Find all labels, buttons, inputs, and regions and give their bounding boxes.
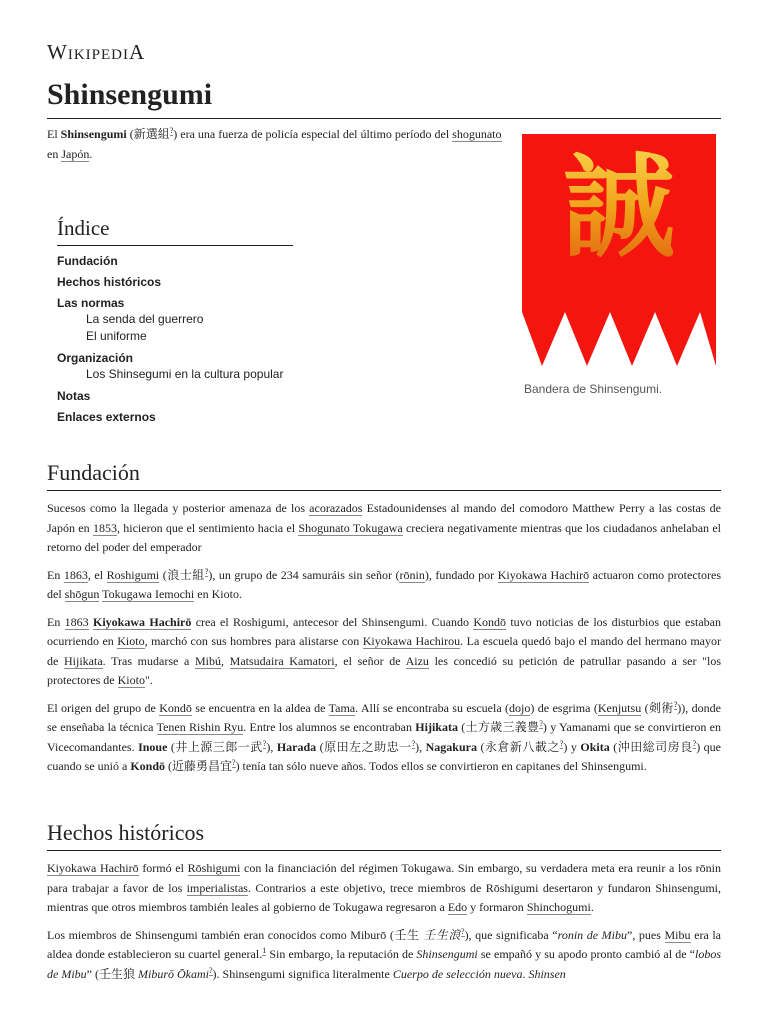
toc-item-normas[interactable]: Las normas	[57, 296, 125, 310]
intro-paragraph	[47, 124, 502, 164]
wordmark-initial: W	[47, 40, 68, 64]
intro-subject: Shinsengumi	[60, 127, 127, 141]
link[interactable]: dojo	[509, 700, 531, 715]
page-title: Shinsengumi	[47, 78, 213, 111]
help-link[interactable]: ?	[262, 738, 267, 748]
link[interactable]: Tama	[328, 700, 356, 715]
link[interactable]: Roshigumi	[106, 567, 160, 582]
section-fundacion	[47, 460, 721, 777]
title-divider	[47, 118, 721, 119]
help-link[interactable]: ?	[461, 926, 465, 936]
link[interactable]: Kiyokawa Hachirou	[362, 634, 461, 648]
table-of-contents	[57, 216, 293, 425]
toc-item-uniforme[interactable]: El uniforme	[86, 329, 147, 343]
toc-item-hechos[interactable]: Hechos históricos	[57, 275, 162, 289]
link[interactable]: Hijikata	[64, 653, 103, 668]
intro-kanji: 新選組	[133, 127, 170, 141]
wikipedia-wordmark[interactable]	[47, 40, 145, 65]
link[interactable]: Kioto	[117, 673, 145, 687]
link[interactable]: Kenjutsu	[597, 700, 642, 715]
section-heading-hechos: Hechos históricos	[47, 820, 721, 851]
intro-text: El	[47, 127, 61, 141]
link[interactable]: Mibu	[664, 927, 691, 942]
help-link[interactable]: ?	[204, 566, 209, 576]
shinsengumi-flag-image	[522, 134, 716, 366]
link[interactable]: rōnin	[399, 567, 425, 582]
link[interactable]: 1853	[92, 520, 117, 535]
link-japon[interactable]: Japón	[61, 147, 90, 161]
help-link[interactable]: ?	[411, 738, 416, 748]
link[interactable]: 1863	[64, 614, 89, 629]
toc-heading: Índice	[57, 216, 293, 246]
link[interactable]: Aizu	[405, 653, 429, 668]
wordmark-final: A	[128, 40, 146, 64]
link-shogunato[interactable]: shogunato	[452, 127, 502, 141]
section-hechos-historicos	[47, 820, 721, 984]
intro-text: .	[89, 147, 93, 161]
paragraph: Kiyokawa Hachirō formó el Rōshigumi con la financiación del régimen Tokugawa. Sin embargo, su verdadera meta era reunir a los rōnin para trabajar a favor de los imperialistas. Contrarios a este objetivo, trece miembros de Rōshigumi desertaron y fundaron Shinsengumi, mientras que otros miembros también leales al gobierno de Tokugawa regresaron a Edo y formaron Shinchogumi.	[47, 861, 721, 914]
link[interactable]: Mibú	[194, 653, 221, 668]
help-link[interactable]: ?	[232, 758, 236, 767]
link[interactable]: imperialistas	[186, 880, 248, 895]
flag-kanji: 誠	[563, 143, 675, 273]
help-link[interactable]: ?	[673, 699, 678, 709]
link[interactable]: acorazados	[309, 501, 363, 515]
help-link[interactable]: ?	[208, 965, 213, 975]
link[interactable]: Shogunato Tokugawa	[298, 520, 403, 535]
paragraph: Los miembros de Shinsengumi también eran conocidos como Miburō (壬生 壬生浪?), que significaba “ronin de Mibu”, pues Mibu era la aldea donde establecieron su cuartel general.$^1$ Sin embargo, la reputación de Shinsengumi se empañó y su apodo pronto cambió al de “lobos de Mibu” (壬生狼 Miburō Ōkami?). Shinsengumi significa literalmente Cuerpo de selección nueva. Shinsen	[47, 926, 722, 981]
link[interactable]: Tenen Rishin Ryu	[156, 720, 244, 734]
link[interactable]: Tokugawa Iemochi	[102, 587, 195, 601]
toc-item-organizacion[interactable]: Organización	[57, 351, 134, 365]
link[interactable]: Matsudaira Kamatori	[229, 653, 335, 668]
intro-text: (	[126, 127, 134, 141]
link[interactable]: Kiyokawa Hachirō	[47, 861, 139, 875]
paragraph: En 1863, el Roshigumi (浪士組?), un grupo de 234 samuráis sin señor (rōnin), fundado por Kiyokawa Hachirō actuaron como protectores del shōgun Tokugawa Iemochi en Kioto.	[47, 566, 721, 601]
wordmark-middle: ikipedi	[67, 40, 129, 64]
section-heading-fundacion: Fundación	[47, 460, 721, 491]
link[interactable]: Rōshigumi	[187, 861, 241, 875]
toc-item-cultura[interactable]: Los Shinsegumi en la cultura popular	[86, 367, 284, 381]
help-link[interactable]: ?	[692, 738, 697, 748]
paragraph: Sucesos como la llegada y posterior amenaza de los acorazados Estadounidenses al mando del comodoro Matthew Perry a las costas de Japón en 1853, hicieron que el sentimiento hacia el Shogunato Tokugawa creciera negativamente mientras que los ciudadanos anhelaban el retorno del poder del emperador	[47, 501, 721, 554]
help-link[interactable]: ?	[539, 719, 543, 728]
paragraph: El origen del grupo de Kondō se encuentra en la aldea de Tama. Allí se encontraba su escuela (dojo) de esgrima (Kenjutsu (剣術?)), donde se enseñaba la técnica Tenen Rishin Ryu. Entre los alumnos se encontraban Hijikata (土方歳三義豊?) y Yamanami que se convirtieron en Vicecomandantes. Inoue (井上源三郎一武?), Harada (原田左之助忠一?), Nagakura (永倉新八載之?) y Okita (沖田総司房良?) que cuando se unió a Kondō (近藤勇昌宜?) tenía tan sólo nueve años. Todos ellos se convirtieron en capitanes del Shinsengumi.	[47, 699, 722, 773]
toc-list	[57, 254, 293, 425]
link[interactable]: Shinchogumi	[526, 900, 591, 914]
paragraph: En 1863 Kiyokawa Hachirō crea el Roshigumi, antecesor del Shinsengumi. Cuando Kondō tuvo noticias de los disturbios que estaban ocurriendo en Kioto, marchó con sus hombres para alistarse con Kiyokawa Hachirou. La escuela quedó bajo el mando del hermano mayor de Hijikata. Tras mudarse a Mibú, Matsudaira Kamatori, el señor de Aizu les concedió su petición de patrullar pasando a ser "los protectores de Kioto".	[47, 614, 722, 687]
link[interactable]: Kiyokawa Hachirō	[93, 614, 192, 629]
toc-item-senda[interactable]: La senda del guerrero	[86, 312, 204, 326]
intro-text: ) era una fuerza de policía especial del último período del	[173, 127, 453, 141]
link[interactable]: Kondō	[159, 700, 192, 715]
figure-caption: Bandera de Shinsengumi.	[524, 382, 663, 396]
footnote-link[interactable]: 1	[262, 946, 267, 955]
help-link[interactable]: ?	[559, 738, 564, 748]
link[interactable]: Kondō	[473, 614, 506, 629]
toc-item-notas[interactable]: Notas	[57, 389, 91, 403]
help-link[interactable]: ?	[169, 126, 174, 135]
link[interactable]: Kioto	[117, 634, 145, 648]
toc-item-enlaces[interactable]: Enlaces externos	[57, 410, 156, 424]
toc-item-fundacion[interactable]: Fundación	[57, 254, 118, 268]
link[interactable]: 1863	[63, 567, 88, 582]
intro-text: en	[47, 147, 62, 161]
link[interactable]: Edo	[447, 900, 468, 914]
link[interactable]: shōgun	[64, 587, 100, 601]
link[interactable]: Kiyokawa Hachirō	[497, 567, 590, 582]
